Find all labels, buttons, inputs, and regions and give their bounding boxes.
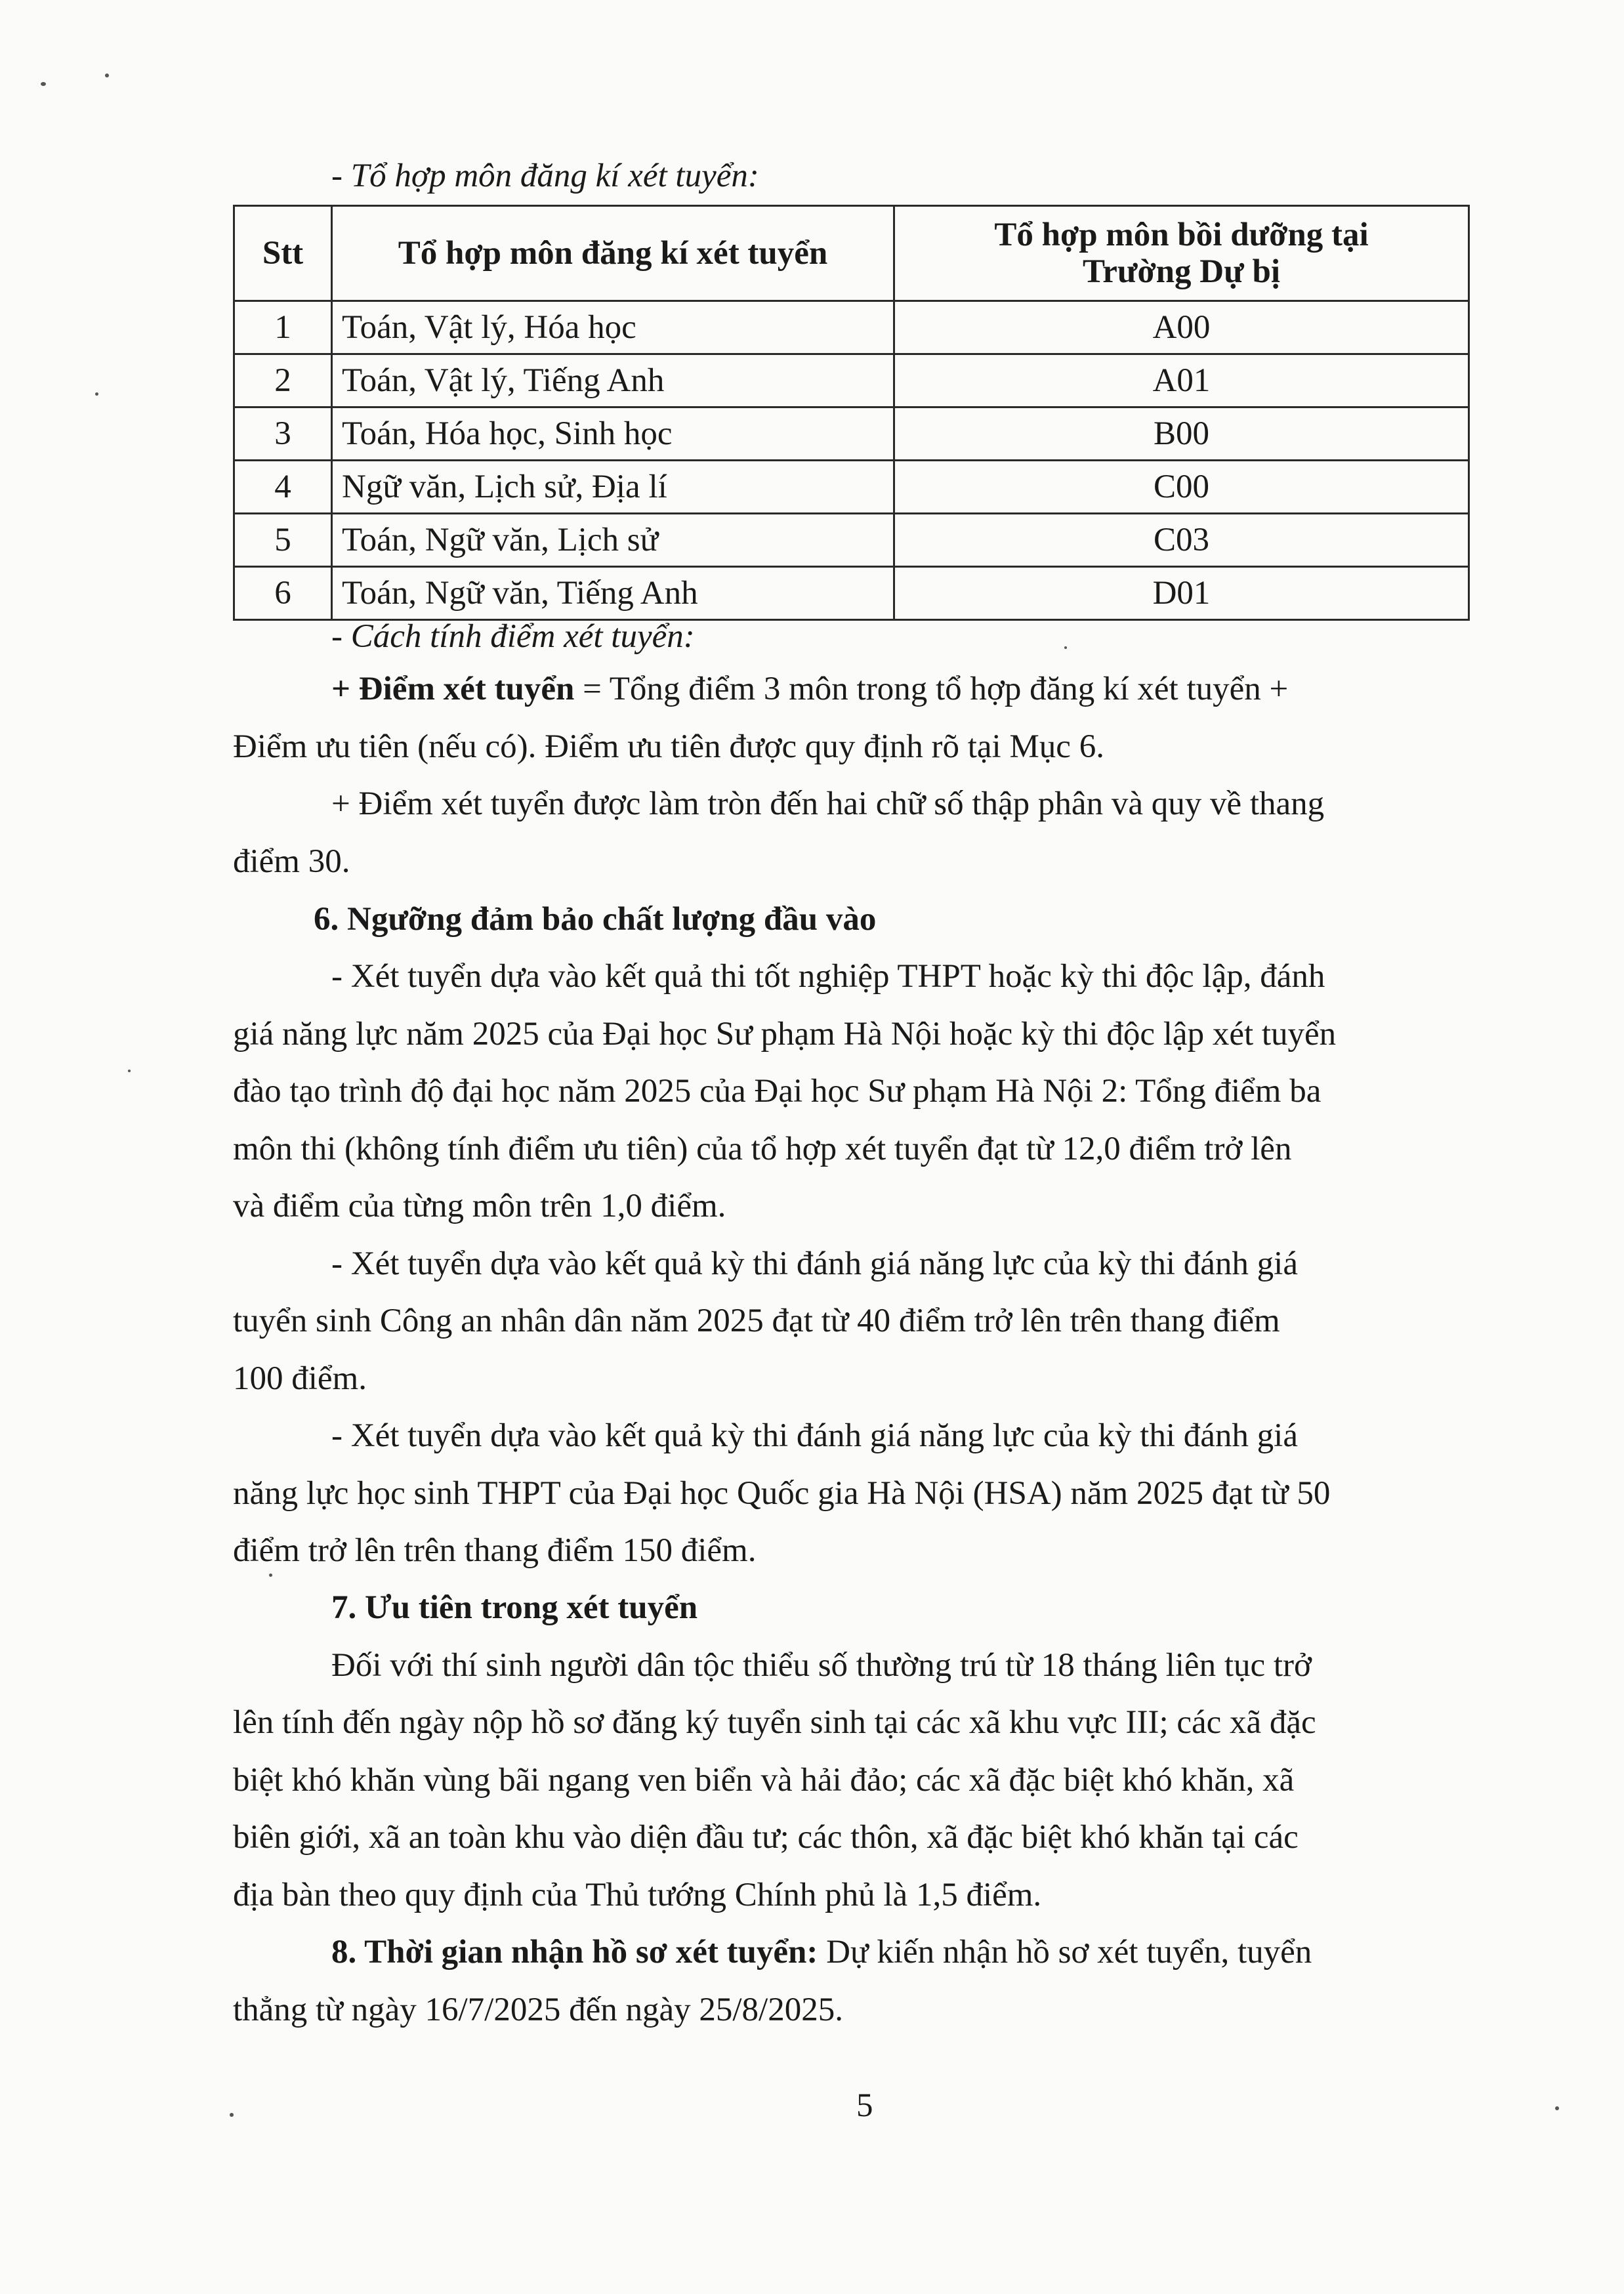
row-subjects: Ngữ văn, Lịch sử, Địa lí xyxy=(332,461,894,514)
header-code xyxy=(894,206,1469,301)
score-formula: = Tổng điểm 3 môn trong tổ hợp đăng kí xét tuyển + xyxy=(574,671,1289,707)
scan-speck xyxy=(105,73,109,77)
row-code: B00 xyxy=(894,407,1469,461)
score-term: + Điểm xét tuyển xyxy=(331,671,575,707)
header-code-text: Tổ hợp môn bồi dưỡng tại Trường Dự bị xyxy=(994,217,1369,290)
scoring-p1-line1 xyxy=(331,669,1467,709)
row-subjects: Toán, Ngữ văn, Tiếng Anh xyxy=(332,567,894,620)
scan-speck xyxy=(95,392,98,396)
scoring-title: - Cách tính điểm xét tuyển: xyxy=(331,618,695,655)
table-row xyxy=(234,354,1469,407)
scoring-p1-line2: Điểm ưu tiên (nếu có). Điểm ưu tiên được quy định rõ tại Mục 6. xyxy=(233,728,1104,765)
section6-p3-line: điểm trở lên trên thang điểm 150 điểm. xyxy=(233,1532,757,1569)
section6-p1-line: và điểm của từng môn trên 1,0 điểm. xyxy=(233,1188,726,1224)
section6-p2-line: - Xét tuyển dựa vào kết quả kỳ thi đánh giá năng lực của kỳ thi đánh giá xyxy=(331,1245,1298,1282)
scoring-p1-text xyxy=(331,669,1288,709)
row-code: A00 xyxy=(894,301,1469,354)
section6-heading: 6. Ngưỡng đảm bảo chất lượng đầu vào xyxy=(314,901,877,938)
section7-line: lên tính đến ngày nộp hồ sơ đăng ký tuyển sinh tại các xã khu vực III; các xã đặc xyxy=(233,1704,1316,1741)
table-row xyxy=(234,461,1469,514)
table-header-row xyxy=(234,206,1469,301)
scan-speck xyxy=(230,2113,234,2117)
scan-speck xyxy=(128,1070,131,1072)
row-stt: 3 xyxy=(234,407,332,461)
row-code: C00 xyxy=(894,461,1469,514)
section8-line2: thẳng từ ngày 16/7/2025 đến ngày 25/8/2025. xyxy=(233,1992,843,2028)
row-stt: 4 xyxy=(234,461,332,514)
row-subjects: Toán, Vật lý, Tiếng Anh xyxy=(332,354,894,407)
header-stt: Stt xyxy=(234,206,332,301)
row-subjects: Toán, Hóa học, Sinh học xyxy=(332,407,894,461)
row-stt: 5 xyxy=(234,514,332,567)
subject-combination-table xyxy=(233,205,1470,621)
row-code: D01 xyxy=(894,567,1469,620)
section7-line: địa bàn theo quy định của Thủ tướng Chính phủ là 1,5 điểm. xyxy=(233,1877,1042,1913)
scan-speck xyxy=(1064,646,1067,649)
table-row xyxy=(234,301,1469,354)
row-stt: 6 xyxy=(234,567,332,620)
table-intro: - Tổ hợp môn đăng kí xét tuyển: xyxy=(331,157,759,194)
scan-speck xyxy=(41,82,46,86)
section6-p1-line: đào tạo trình độ đại học năm 2025 của Đại học Sư phạm Hà Nội 2: Tổng điểm ba xyxy=(233,1073,1322,1110)
scan-speck xyxy=(1555,2106,1559,2110)
section6-p1-line: giá năng lực năm 2025 của Đại học Sư phạm Hà Nội hoặc kỳ thi độc lập xét tuyển xyxy=(233,1016,1337,1053)
scan-speck xyxy=(269,1574,272,1577)
section6-p1-line: - Xét tuyển dựa vào kết quả thi tốt nghiệp THPT hoặc kỳ thi độc lập, đánh xyxy=(331,958,1325,995)
section6-p1-line: môn thi (không tính điểm ưu tiên) của tổ hợp xét tuyển đạt từ 12,0 điểm trở lên xyxy=(233,1131,1292,1167)
row-code: A01 xyxy=(894,354,1469,407)
scoring-p2-line1: + Điểm xét tuyển được làm tròn đến hai chữ số thập phân và quy về thang xyxy=(331,785,1325,822)
table-row xyxy=(234,514,1469,567)
section6-p3-line: năng lực học sinh THPT của Đại học Quốc gia Hà Nội (HSA) năm 2025 đạt từ 50 xyxy=(233,1475,1331,1512)
section7-line: biệt khó khăn vùng bãi ngang ven biển và hải đảo; các xã đặc biệt khó khăn, xã xyxy=(233,1762,1295,1799)
page-number: 5 xyxy=(856,2087,873,2124)
section8-line1-text: Dự kiến nhận hồ sơ xét tuyển, tuyển xyxy=(818,1934,1312,1971)
section7-line: Đối với thí sinh người dân tộc thiểu số thường trú từ 18 tháng liên tục trở xyxy=(331,1647,1312,1684)
section8-line1 xyxy=(331,1932,1312,1972)
scoring-p2-line2: điểm 30. xyxy=(233,843,350,880)
section7-line: biên giới, xã an toàn khu vào diện đầu tư; các thôn, xã đặc biệt khó khăn tại các xyxy=(233,1819,1299,1856)
row-stt: 2 xyxy=(234,354,332,407)
table-row xyxy=(234,407,1469,461)
section7-heading: 7. Ưu tiên trong xét tuyển xyxy=(331,1589,698,1626)
section6-p3-line: - Xét tuyển dựa vào kết quả kỳ thi đánh giá năng lực của kỳ thi đánh giá xyxy=(331,1417,1298,1454)
header-subjects: Tổ hợp môn đăng kí xét tuyển xyxy=(332,206,894,301)
section6-p2-line: tuyển sinh Công an nhân dân năm 2025 đạt từ 40 điểm trở lên trên thang điểm xyxy=(233,1303,1280,1339)
row-subjects: Toán, Vật lý, Hóa học xyxy=(332,301,894,354)
row-subjects: Toán, Ngữ văn, Lịch sử xyxy=(332,514,894,567)
row-code: C03 xyxy=(894,514,1469,567)
section8-heading: 8. Thời gian nhận hồ sơ xét tuyển: xyxy=(331,1934,818,1971)
row-stt: 1 xyxy=(234,301,332,354)
table-row xyxy=(234,567,1469,620)
section6-p2-line: 100 điểm. xyxy=(233,1360,367,1397)
